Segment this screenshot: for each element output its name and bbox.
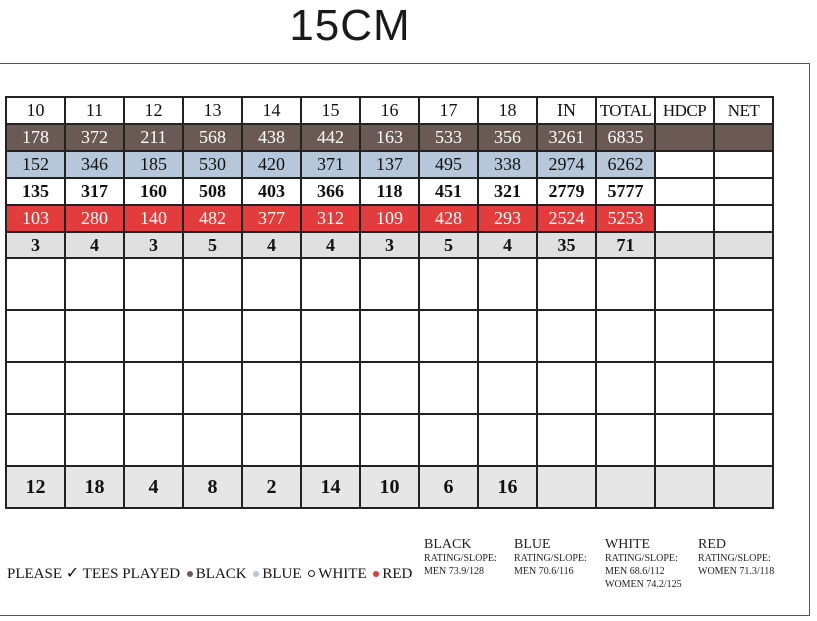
score-entry-row-cell[interactable]	[655, 310, 714, 362]
par-row-cell: 4	[65, 232, 124, 258]
handicap-row-cell: 4	[124, 466, 183, 508]
white-tee-row-cell: 366	[301, 178, 360, 205]
score-entry-row-cell[interactable]	[65, 362, 124, 414]
handicap-row-cell: 16	[478, 466, 537, 508]
legend-black: BLACK	[195, 566, 247, 582]
white-tee-row-cell: 317	[65, 178, 124, 205]
score-entry-row-cell[interactable]	[478, 414, 537, 466]
handicap-row-cell[interactable]	[537, 466, 596, 508]
white-tee-row-cell: 160	[124, 178, 183, 205]
red-tee-row-cell: 377	[242, 205, 301, 232]
score-entry-row-cell[interactable]	[537, 258, 596, 310]
score-entry-row-cell[interactable]	[360, 414, 419, 466]
score-entry-row-cell[interactable]	[537, 310, 596, 362]
rating-slope-label: RATING/SLOPE:	[514, 553, 587, 564]
blue-tee-row-cell[interactable]	[655, 151, 714, 178]
blue-tee-row-cell: 495	[419, 151, 478, 178]
red-tee-row-cell: 312	[301, 205, 360, 232]
header-row-cell: 16	[360, 97, 419, 124]
red-tee-row-cell: 280	[65, 205, 124, 232]
white-tee-row-cell: 135	[6, 178, 65, 205]
black-tee-row-cell: 533	[419, 124, 478, 151]
score-entry-row-cell[interactable]	[478, 362, 537, 414]
header-row-cell: TOTAL	[596, 97, 655, 124]
score-entry-row-cell[interactable]	[419, 362, 478, 414]
red-tee-row-cell: 428	[419, 205, 478, 232]
tees-played-label: TEES PLAYED	[82, 566, 181, 582]
white-tee-row-cell[interactable]	[714, 178, 773, 205]
red-tee-row-cell: 2524	[537, 205, 596, 232]
score-entry-row-cell[interactable]	[419, 258, 478, 310]
score-entry-row-cell[interactable]	[596, 258, 655, 310]
red-dot-icon	[373, 571, 379, 577]
header-row-cell: NET	[714, 97, 773, 124]
par-row	[6, 232, 773, 258]
score-entry-row-cell[interactable]	[183, 414, 242, 466]
score-entry-row-cell[interactable]	[478, 258, 537, 310]
red-tee-row-cell: 5253	[596, 205, 655, 232]
blue-tee-row-cell: 6262	[596, 151, 655, 178]
please-label: PLEASE	[7, 566, 63, 582]
score-entry-row-cell[interactable]	[301, 414, 360, 466]
score-entry-row-cell[interactable]	[478, 310, 537, 362]
score-entry-row-cell[interactable]	[655, 258, 714, 310]
white-tee-row-cell: 2779	[537, 178, 596, 205]
white-tee-row-cell: 321	[478, 178, 537, 205]
header-row-cell: 15	[301, 97, 360, 124]
white-tee-row-cell: 403	[242, 178, 301, 205]
header-row	[6, 97, 773, 124]
score-entry-row-cell[interactable]	[65, 310, 124, 362]
score-entry-row-cell[interactable]	[65, 258, 124, 310]
score-entry-row-cell[interactable]	[360, 258, 419, 310]
header-row-cell: 11	[65, 97, 124, 124]
score-entry-row	[6, 414, 773, 466]
score-entry-row-cell[interactable]	[655, 362, 714, 414]
score-entry-row-cell[interactable]	[360, 310, 419, 362]
black-tee-row-cell: 442	[301, 124, 360, 151]
score-entry-row-cell[interactable]	[242, 310, 301, 362]
handicap-row-cell[interactable]	[655, 466, 714, 508]
blue-tee-row-cell: 338	[478, 151, 537, 178]
black-tee-row-cell: 438	[242, 124, 301, 151]
par-row-cell: 71	[596, 232, 655, 258]
score-entry-row-cell[interactable]	[6, 414, 65, 466]
score-entry-row-cell[interactable]	[301, 310, 360, 362]
blue-tee-row-cell[interactable]	[714, 151, 773, 178]
handicap-row-cell: 14	[301, 466, 360, 508]
par-row-cell: 4	[301, 232, 360, 258]
score-entry-row-cell[interactable]	[6, 362, 65, 414]
header-row-cell: 14	[242, 97, 301, 124]
rating-value: MEN 70.6/116	[514, 566, 574, 577]
header-row-cell: 10	[6, 97, 65, 124]
black-tee-row-cell: 372	[65, 124, 124, 151]
black-tee-row	[6, 124, 773, 151]
score-entry-row-cell[interactable]	[183, 362, 242, 414]
rating-black	[424, 537, 497, 578]
rating-value: WOMEN 71.3/118	[698, 566, 775, 577]
handicap-row-cell: 18	[65, 466, 124, 508]
score-entry-row-cell[interactable]	[242, 362, 301, 414]
black-dot-icon	[187, 571, 193, 577]
red-tee-row-cell: 482	[183, 205, 242, 232]
blue-tee-row	[6, 151, 773, 178]
par-row-cell[interactable]	[655, 232, 714, 258]
white-tee-row-cell: 5777	[596, 178, 655, 205]
black-tee-row-cell[interactable]	[655, 124, 714, 151]
score-entry-row-cell[interactable]	[596, 362, 655, 414]
score-entry-row-cell[interactable]	[596, 310, 655, 362]
handicap-row-cell: 6	[419, 466, 478, 508]
white-tee-row-cell: 118	[360, 178, 419, 205]
score-entry-row-cell[interactable]	[65, 414, 124, 466]
white-dot-icon	[308, 570, 315, 577]
score-entry-row-cell[interactable]	[419, 414, 478, 466]
score-entry-row-cell[interactable]	[242, 414, 301, 466]
rating-value: MEN 73.9/128	[424, 566, 484, 577]
score-entry-row-cell[interactable]	[301, 258, 360, 310]
red-tee-row-cell: 109	[360, 205, 419, 232]
score-entry-row-cell[interactable]	[124, 362, 183, 414]
black-tee-row-cell[interactable]	[714, 124, 773, 151]
black-tee-row-cell: 3261	[537, 124, 596, 151]
legend-blue: BLUE	[262, 566, 302, 582]
red-tee-row-cell[interactable]	[714, 205, 773, 232]
red-tee-row-cell: 140	[124, 205, 183, 232]
blue-tee-row-cell: 530	[183, 151, 242, 178]
handicap-row-cell[interactable]	[714, 466, 773, 508]
red-tee-row-cell: 293	[478, 205, 537, 232]
tees-played-legend	[7, 563, 412, 583]
black-tee-row-cell: 163	[360, 124, 419, 151]
red-tee-row-cell[interactable]	[655, 205, 714, 232]
score-entry-row-cell[interactable]	[183, 310, 242, 362]
par-row-cell: 3	[360, 232, 419, 258]
rating-tee-name: BLUE	[514, 537, 551, 552]
score-entry-row	[6, 362, 773, 414]
par-row-cell: 5	[419, 232, 478, 258]
score-entry-row-cell[interactable]	[537, 414, 596, 466]
black-tee-row-cell: 178	[6, 124, 65, 151]
black-tee-row-cell: 568	[183, 124, 242, 151]
score-entry-row-cell[interactable]	[714, 258, 773, 310]
blue-tee-row-cell: 371	[301, 151, 360, 178]
handicap-row-cell[interactable]	[596, 466, 655, 508]
black-tee-row-cell: 6835	[596, 124, 655, 151]
blue-tee-row-cell: 185	[124, 151, 183, 178]
rating-value: MEN 68.6/112	[605, 566, 665, 577]
checkmark-icon: ✓	[65, 563, 80, 582]
handicap-row-cell: 8	[183, 466, 242, 508]
blue-tee-row-cell: 2974	[537, 151, 596, 178]
handicap-row	[6, 466, 773, 508]
handicap-row-cell: 2	[242, 466, 301, 508]
header-row-cell: 12	[124, 97, 183, 124]
red-tee-row-cell: 103	[6, 205, 65, 232]
rating-slope-label: RATING/SLOPE:	[698, 553, 771, 564]
score-entry-row-cell[interactable]	[124, 414, 183, 466]
par-row-cell: 4	[478, 232, 537, 258]
blue-tee-row-cell: 346	[65, 151, 124, 178]
header-row-cell: HDCP	[655, 97, 714, 124]
par-row-cell: 4	[242, 232, 301, 258]
blue-tee-row-cell: 152	[6, 151, 65, 178]
header-row-cell: 13	[183, 97, 242, 124]
header-row-cell: 18	[478, 97, 537, 124]
rating-tee-name: WHITE	[605, 537, 651, 552]
rating-red	[698, 537, 774, 578]
score-entry-row-cell[interactable]	[242, 258, 301, 310]
score-entry-row-cell[interactable]	[419, 310, 478, 362]
page-title: 15CM	[289, 1, 411, 50]
score-entry-row-cell[interactable]	[6, 310, 65, 362]
score-entry-row-cell[interactable]	[124, 258, 183, 310]
score-entry-row-cell[interactable]	[301, 362, 360, 414]
score-entry-row-cell[interactable]	[183, 258, 242, 310]
black-tee-row-cell: 211	[124, 124, 183, 151]
rating-value: WOMEN 74.2/125	[605, 579, 682, 590]
legend-red: RED	[382, 566, 413, 582]
score-entry-row-cell[interactable]	[655, 414, 714, 466]
blue-tee-row-cell: 420	[242, 151, 301, 178]
rating-tee-name: RED	[698, 537, 726, 552]
blue-tee-row-cell: 137	[360, 151, 419, 178]
score-entry-row	[6, 258, 773, 310]
rating-tee-name: BLACK	[424, 537, 472, 552]
score-entry-row-cell[interactable]	[6, 258, 65, 310]
par-row-cell[interactable]	[714, 232, 773, 258]
legend-white: WHITE	[318, 566, 367, 582]
handicap-row-cell: 12	[6, 466, 65, 508]
rating-blue	[514, 537, 587, 578]
par-row-cell: 3	[6, 232, 65, 258]
header-row-cell: IN	[537, 97, 596, 124]
score-entry-row-cell[interactable]	[360, 362, 419, 414]
handicap-row-cell: 10	[360, 466, 419, 508]
rating-slope-label: RATING/SLOPE:	[605, 553, 678, 564]
header-row-cell: 17	[419, 97, 478, 124]
rating-white	[605, 537, 682, 591]
par-row-cell: 35	[537, 232, 596, 258]
score-entry-row-cell[interactable]	[124, 310, 183, 362]
white-tee-row-cell[interactable]	[655, 178, 714, 205]
rating-slope-label: RATING/SLOPE:	[424, 553, 497, 564]
score-entry-row-cell[interactable]	[596, 414, 655, 466]
scorecard-table	[5, 96, 774, 509]
score-entry-row-cell[interactable]	[537, 362, 596, 414]
par-row-cell: 3	[124, 232, 183, 258]
white-tee-row-cell: 451	[419, 178, 478, 205]
score-entry-row-cell[interactable]	[714, 414, 773, 466]
score-entry-row-cell[interactable]	[714, 310, 773, 362]
blue-dot-icon	[253, 571, 259, 577]
black-tee-row-cell: 356	[478, 124, 537, 151]
score-entry-row-cell[interactable]	[714, 362, 773, 414]
par-row-cell: 5	[183, 232, 242, 258]
red-tee-row	[6, 205, 773, 232]
score-entry-row	[6, 310, 773, 362]
white-tee-row-cell: 508	[183, 178, 242, 205]
white-tee-row	[6, 178, 773, 205]
